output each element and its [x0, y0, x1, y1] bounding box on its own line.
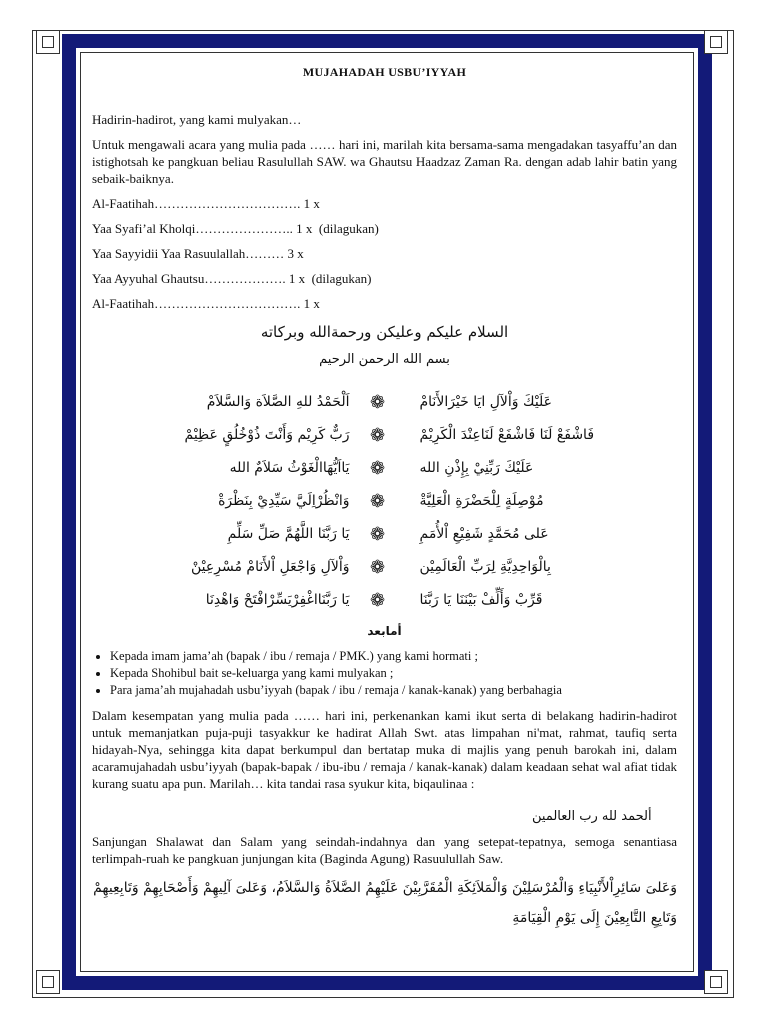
opening-paragraph: Untuk mengawali acara yang mulia pada …… hari ini, marilah kita bersama-sama mengadakan tasyaffu’an dan istighotsah ke pangkuan beliau Rasulullah SAW. wa Ghautsu Haadzaz Zaman Ra. dengan adab lahir batin yang sebaik-baiknya. — [92, 137, 677, 186]
recitation-list — [92, 195, 677, 312]
recitation-item: Yaa Syafi’al Kholqi………………….. 1 x (dilagukan) — [92, 221, 379, 236]
verse-first-half: رَبٌّ كَرِيْم وَأَنْتَ ذُوْخُلُقٍ عَظِيْمْ — [184, 427, 350, 443]
address-item: • Para jama’ah mujahadah usbu’iyyah (bapak / ibu / remaja / kanak-kanak) yang berbahagia — [110, 682, 677, 699]
shalawat-paragraph: Sanjungan Shalawat dan Salam yang seindah-indahnya dan yang setepat-tepatnya, semoga senantiasa terlimpah-ruah ke pangkuan junjungan kita (Baginda Agung) Rasuulullah Saw. — [92, 834, 677, 866]
flower-ornament-icon: ❁ — [369, 524, 386, 545]
recitation-item: Al-Faatihah……………………………. 1 x — [92, 196, 320, 211]
poem-verse — [92, 419, 677, 452]
corner-ornament — [36, 970, 60, 994]
poem-verse — [92, 518, 677, 551]
verse-second-half: مُوْصِلَةٍ لِلْحَضْرَةِ الْعَلِيَّةْ — [419, 493, 544, 509]
verse-second-half: فَاشْفَعْ لَنَا فَاشْفَعْ لَنَاعِنْدَ الْكَرِيْمْ — [419, 427, 595, 443]
flower-ornament-icon: ❁ — [369, 590, 386, 611]
verse-second-half: عَلَيْكَ وَاْلآلِ ايَا خَيْرَالأَنَامْ — [419, 394, 553, 410]
verse-second-half: بِالْوَاحِدِيَّةِ لِرَبِّ الْعَالَمِيْن — [419, 559, 551, 575]
greeting: Hadirin-hadirot, yang kami mulyakan… — [92, 112, 302, 127]
amma-badu-heading: أمابعد — [367, 624, 402, 638]
verse-first-half: اَلْحَمْدُ للهِ الصَّلاَة وَالسَّلاَمْ — [206, 394, 350, 410]
corner-ornament — [36, 30, 60, 54]
flower-ornament-icon: ❁ — [369, 392, 386, 413]
flower-ornament-icon: ❁ — [369, 458, 386, 479]
corner-ornament — [704, 30, 728, 54]
hamdalah: ألحمد لله رب العالمين — [532, 809, 652, 824]
document-title: MUJAHADAH USBU’IYYAH — [302, 65, 467, 79]
verse-second-half: عَلَيْكَ رَبِّنِيْ بِإِذْنِ الله — [419, 460, 534, 476]
flower-ornament-icon: ❁ — [369, 557, 386, 578]
verse-second-half: عَلى مُحَمَّدٍ شَفِيْعِ اْلأُمَمِ — [419, 526, 549, 542]
address-item: • Kepada imam jama’ah (bapak / ibu / remaja / PMK.) yang kami hormati ; — [110, 648, 677, 665]
poem-verse — [92, 452, 677, 485]
address-item: • Kepada Shohibul bait se-keluarga yang kami mulyakan ; — [110, 665, 677, 682]
arabic-poem — [92, 386, 677, 617]
verse-first-half: وَانْظُرْاِلَيَّ سَيِّدِيْ بِنَظْرَةْ — [218, 493, 350, 509]
address-list — [92, 648, 677, 699]
flower-ornament-icon: ❁ — [369, 425, 386, 446]
poem-verse — [92, 485, 677, 518]
closing-arabic-line: وَعَلىَ سَائِرِاْلأَنْبِيَاءِ وَالْمُرْسَلِيْنَ وَالْمَلاَئِكَةِ الْمُقَرَّبِيْنَ عَلَيْهِمُ الصَّلاَةُ وَالسَّلاَمُ، وَعَلىَ آلِيهِمْ وَأَصْحَابِهِمْ وَتَابِعِيهِمْ — [93, 880, 677, 896]
flower-ornament-icon: ❁ — [369, 491, 386, 512]
recitation-item: Yaa Ayyuhal Ghautsu………………. 1 x (dilagukan) — [92, 271, 372, 286]
main-paragraph: Dalam kesempatan yang mulia pada …… hari ini, perkenankan kami ikut serta di belakang hadirin-hadirot untuk memanjatkan puja-puji tasyakkur ke hadirat Allah Swt. atas limpahan ni'mat, rahmat, taufiq serta hidayah-Nya, sehingga kita dapat berkumpul dan bertatap muka di majlis yang penuh barokah ini, dalam acaramujahadah usbu’iyyah (bapak-bapak / ibu-ibu / remaja / kanak-kanak) dalam keadaan sehat wal afiat tidak kurang suatu apa pun. Marilah… kita tandai rasa syukur kita, biqaulinaa : — [92, 708, 677, 791]
verse-second-half: قَرِّبْ وَأَلِّفْ بَيْنَنَا يَا رَبَّنَا — [419, 592, 543, 608]
verse-first-half: يَا رَبَّنَااغْفِرْيَسِّرْافْتَحْ وَاهْدِنَا — [205, 592, 350, 608]
verse-first-half: يَااَيُّهَاالْغَوْثُ سَلاَمٌ الله — [229, 460, 350, 476]
verse-first-half: يَا رَبَّنَا اللَّهُمَّ صَلِّ سَلِّمِ — [227, 526, 350, 542]
recitation-item: Yaa Sayyidii Yaa Rasuulallah……… 3 x — [92, 246, 304, 261]
poem-verse — [92, 551, 677, 584]
closing-arabic-line: وَتَابِعِ التَّابِعِيْنَ إِلَى يَوْمِ الْقِيَامَةِ — [512, 910, 677, 926]
verse-first-half: وَاْلآلِ وَاجْعَلِ اْلأَنَامْ مُسْرِعِيْنْ — [191, 559, 350, 575]
basmalah: بسم الله الرحمن الرحيم — [319, 352, 450, 367]
corner-ornament — [704, 970, 728, 994]
poem-verse — [92, 584, 677, 617]
salam-greeting: السلام عليكم وعليكن ورحمةالله وبركاته — [260, 323, 509, 341]
recitation-item: Al-Faatihah……………………………. 1 x — [92, 296, 320, 311]
poem-verse — [92, 386, 677, 419]
document-body — [92, 64, 677, 933]
